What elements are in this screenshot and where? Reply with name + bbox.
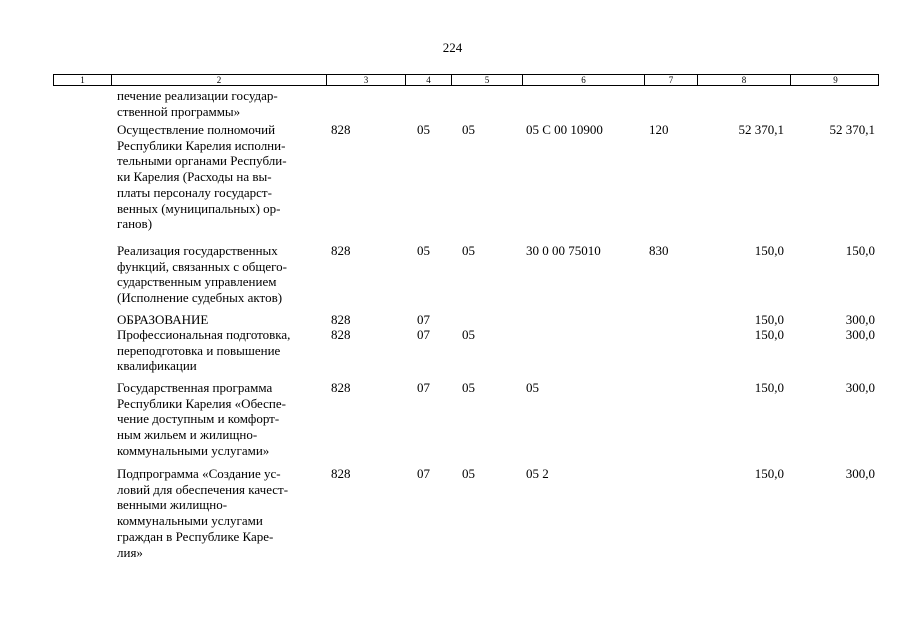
description-line: переподготовка и повышение [117,342,281,358]
cell-col-3: 828 [331,122,351,137]
column-header-5: 5 [451,75,522,85]
cell-col-8: 150,0 [754,312,784,327]
cell-col-4: 07 [417,466,430,481]
cell-col-5: 05 [462,243,475,258]
cell-col-3: 828 [331,312,351,327]
column-header-row [53,74,879,86]
cell-col-3: 828 [331,327,351,342]
description-line: Осуществление полномочий [117,122,276,137]
cell-col-5: 05 [462,122,475,137]
cell-col-3: 828 [331,380,351,395]
column-header-9: 9 [790,75,880,85]
cell-col-8: 150,0 [754,327,784,342]
description-line: венных (муниципальных) ор- [117,200,281,216]
description-line: коммунальными услугами [117,513,263,529]
row-description [117,312,322,328]
description-line: функций, связанных с общего- [117,258,288,274]
description-line: чение доступным и комфорт- [117,411,280,427]
cell-col-6: 30 0 00 75010 [526,243,601,258]
description-line: Государственная программа [117,380,273,395]
cell-col-8: 150,0 [754,243,784,258]
description-line: (Исполнение судебных актов) [117,290,283,306]
row-description [117,380,322,459]
description-line: сударственным управлением [117,274,277,290]
cell-col-9: 52 370,1 [829,122,875,137]
description-line: граждан в Республике Каре- [117,528,274,544]
description-line: печение реализации государ- [117,88,278,103]
cell-col-4: 05 [417,243,430,258]
cell-col-5: 05 [462,380,475,395]
description-line: Реализация государственных [117,243,278,258]
description-line: ловий для обеспечения качест- [117,481,289,497]
cell-col-3: 828 [331,243,351,258]
row-description [117,466,322,560]
cell-col-7: 830 [649,243,669,258]
page-number: 224 [442,40,463,55]
cell-col-9: 150,0 [845,243,875,258]
column-header-3: 3 [326,75,405,85]
cell-col-9: 300,0 [845,380,875,395]
description-line: ОБРАЗОВАНИЕ [117,312,209,327]
cell-col-8: 52 370,1 [738,122,784,137]
cell-col-8: 150,0 [754,380,784,395]
description-line: ки Карелия (Расходы на вы- [117,169,272,185]
row-description [117,243,322,306]
column-header-2: 2 [111,75,326,85]
cell-col-6: 05 [526,380,539,395]
description-line: коммунальными услугами» [117,442,270,458]
description-line: Республики Карелия «Обеспе- [117,395,286,411]
row-description [117,122,322,232]
column-header-4: 4 [405,75,451,85]
cell-col-4: 07 [417,327,430,342]
column-header-1: 1 [80,75,85,85]
cell-col-5: 05 [462,466,475,481]
cell-col-7: 120 [649,122,669,137]
description-line: квалификации [117,358,197,374]
row-description [117,88,322,119]
description-line: лия» [117,544,143,560]
description-line: Республики Карелия исполни- [117,137,286,153]
cell-col-5: 05 [462,327,475,342]
description-line: Подпрограмма «Создание ус- [117,466,281,481]
column-header-7: 7 [644,75,697,85]
cell-col-4: 07 [417,312,430,327]
cell-col-9: 300,0 [845,312,875,327]
description-line: ственной программы» [117,103,241,119]
description-line: ганов) [117,216,153,232]
column-header-8: 8 [697,75,790,85]
description-line: ным жильем и жилищно- [117,427,258,443]
row-description [117,327,322,374]
cell-col-9: 300,0 [845,327,875,342]
description-line: тельными органами Республи- [117,153,287,169]
cell-col-4: 07 [417,380,430,395]
cell-col-4: 05 [417,122,430,137]
column-header-6: 6 [522,75,644,85]
cell-col-6: 05 С 00 10900 [526,122,603,137]
cell-col-6: 05 2 [526,466,549,481]
cell-col-9: 300,0 [845,466,875,481]
description-line: платы персоналу государст- [117,184,272,200]
cell-col-8: 150,0 [754,466,784,481]
cell-col-3: 828 [331,466,351,481]
description-line: Профессиональная подготовка, [117,327,291,342]
description-line: венными жилищно- [117,497,228,513]
